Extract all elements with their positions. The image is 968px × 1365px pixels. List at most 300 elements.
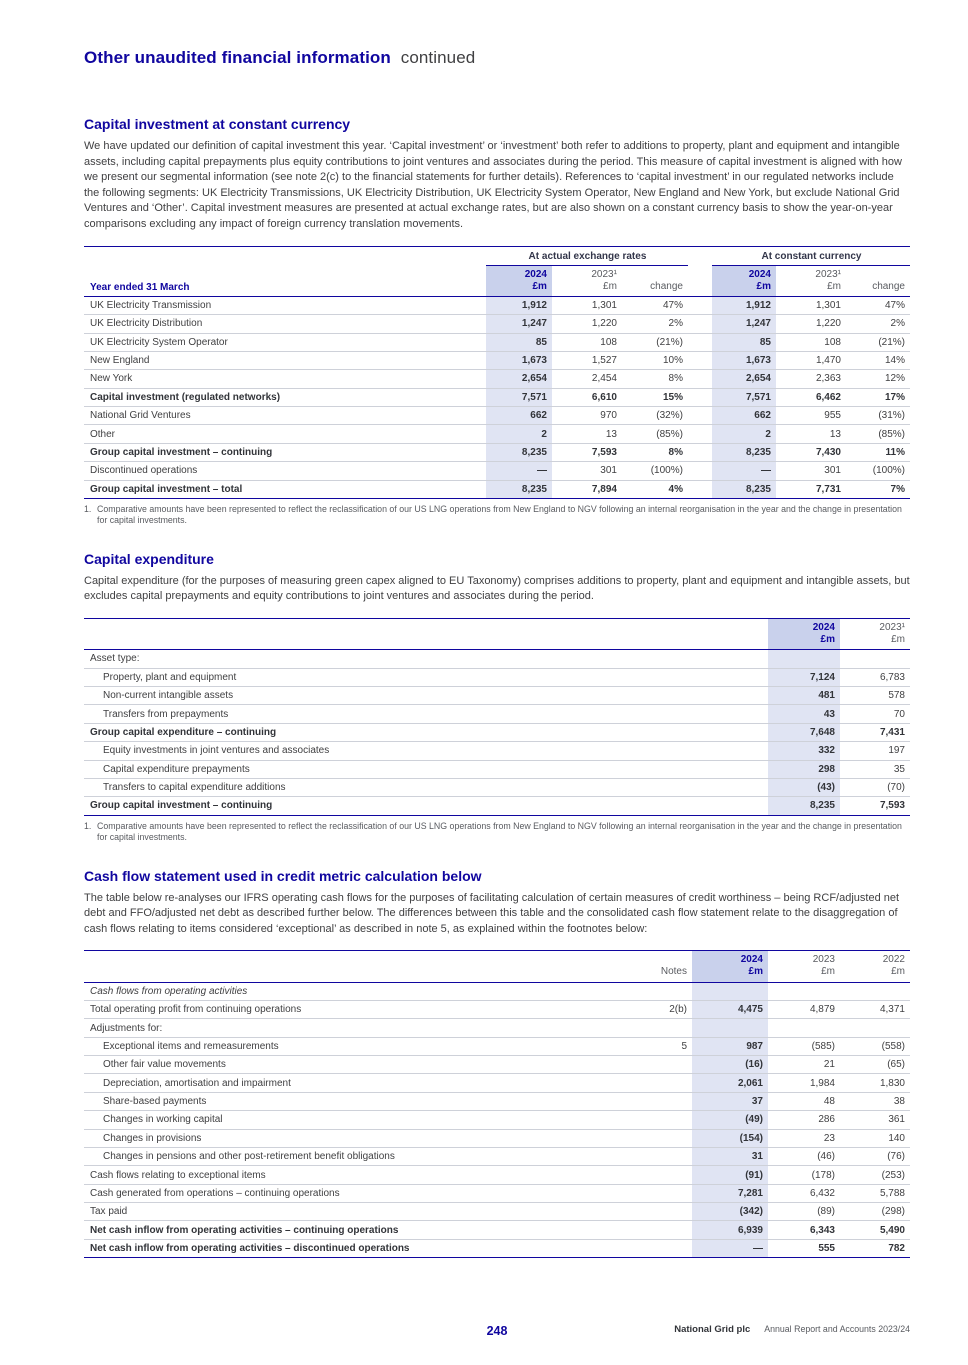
- value-cell: [630, 1239, 692, 1257]
- col-unit-label: £m: [820, 634, 835, 646]
- row-label: Group capital investment – continuing: [84, 797, 768, 815]
- table-row: [84, 650, 910, 668]
- value-cell: 11%: [846, 443, 910, 461]
- value-cell: 23: [768, 1129, 840, 1147]
- group-header-row: [84, 246, 910, 265]
- col-unit-label: £m: [756, 280, 771, 292]
- table-row: [84, 742, 910, 760]
- cash-flow-body-text: The table below re-analyses our IFRS operating cash flows for the purposes of facilitating calculation of certain measures of credit worthiness – being RCF/adjusted net debt and FFO/adjusted net debt as described further below. The differences between this table and the consolidated cash flow statement relate to the disaggregation of cash flows relating to items considered ‘exceptional’ as described in note 5, as explained within the footnotes below:: [84, 891, 900, 935]
- value-cell: 1,984: [768, 1074, 840, 1092]
- table-row: [84, 370, 910, 388]
- row-label: Asset type:: [84, 650, 768, 668]
- value-cell: [768, 982, 840, 1000]
- value-cell: 7,281: [692, 1184, 768, 1202]
- value-cell: 13: [552, 425, 622, 443]
- col-unit-label: £m: [821, 966, 835, 978]
- value-cell: 970: [552, 407, 622, 425]
- value-cell: 31: [692, 1147, 768, 1165]
- col-year-label: 2023: [812, 954, 835, 966]
- value-cell: 555: [768, 1239, 840, 1257]
- value-cell: (85%): [846, 425, 910, 443]
- value-cell: [630, 1166, 692, 1184]
- table-row: [84, 705, 910, 723]
- table-footnote: [84, 504, 910, 527]
- row-label: National Grid Ventures: [84, 407, 486, 425]
- table-row: [84, 668, 910, 686]
- value-cell: 987: [692, 1037, 768, 1055]
- table-row: [84, 723, 910, 741]
- value-cell: 1,830: [840, 1074, 910, 1092]
- value-cell: (76): [840, 1147, 910, 1165]
- table-row: [84, 315, 910, 333]
- table-row: [84, 778, 910, 796]
- col-unit-label: £m: [891, 966, 905, 978]
- value-cell: 14%: [846, 351, 910, 369]
- value-cell: [630, 1129, 692, 1147]
- value-cell: (21%): [846, 333, 910, 351]
- value-cell: 2,061: [692, 1074, 768, 1092]
- value-cell: [630, 1056, 692, 1074]
- value-cell: [630, 1147, 692, 1165]
- value-cell: 70: [840, 705, 910, 723]
- value-cell: 108: [776, 333, 846, 351]
- col-header-change-constant: [846, 265, 910, 296]
- section-cash-flow-statement: [84, 868, 910, 1259]
- value-cell: 7,431: [840, 723, 910, 741]
- row-label: Group capital expenditure – continuing: [84, 723, 768, 741]
- cash-flow-table-head: [84, 951, 910, 982]
- value-cell: (342): [692, 1203, 768, 1221]
- row-label: Depreciation, amortisation and impairment: [84, 1074, 630, 1092]
- value-cell: 6,610: [552, 388, 622, 406]
- table-row: [84, 480, 910, 498]
- value-cell: 7,593: [840, 797, 910, 815]
- value-cell: 13: [776, 425, 846, 443]
- row-label: Transfers from prepayments: [84, 705, 768, 723]
- col-year-label: 2023¹: [815, 268, 841, 280]
- col-unit-label: change: [872, 280, 905, 292]
- table-row: [84, 1074, 910, 1092]
- value-cell: 85: [486, 333, 552, 351]
- value-cell: 2,654: [486, 370, 552, 388]
- value-cell: —: [692, 1239, 768, 1257]
- capital-expenditure-table-body: [84, 650, 910, 815]
- value-cell: [630, 1184, 692, 1202]
- value-cell: 6,432: [768, 1184, 840, 1202]
- gap-cell: [688, 443, 712, 461]
- col-unit-label: change: [650, 280, 683, 292]
- value-cell: [692, 1019, 768, 1037]
- value-cell: 7,124: [768, 668, 840, 686]
- value-cell: 286: [768, 1111, 840, 1129]
- table-row: [84, 462, 910, 480]
- table-row: [84, 1111, 910, 1129]
- value-cell: 197: [840, 742, 910, 760]
- col-year-label: 2024: [740, 954, 763, 966]
- col-header-2022: [840, 951, 910, 982]
- row-label: Exceptional items and remeasurements: [84, 1037, 630, 1055]
- row-label: Group capital investment – total: [84, 480, 486, 498]
- col-unit-label: £m: [603, 280, 617, 292]
- col-header-change-actual: [622, 265, 688, 296]
- value-cell: —: [712, 462, 776, 480]
- value-cell: 1,247: [712, 315, 776, 333]
- col-unit-label: £m: [748, 966, 763, 978]
- table-row: [84, 407, 910, 425]
- value-cell: 8,235: [768, 797, 840, 815]
- value-cell: 1,220: [776, 315, 846, 333]
- capital-expenditure-table: [84, 618, 910, 816]
- row-label: Share-based payments: [84, 1092, 630, 1110]
- col-year-label: 2023¹: [591, 268, 617, 280]
- value-cell: 1,527: [552, 351, 622, 369]
- col-year-label: 2024: [748, 268, 771, 280]
- table-row: [84, 351, 910, 369]
- col-header-2024: [768, 619, 840, 650]
- value-cell: 955: [776, 407, 846, 425]
- row-label: UK Electricity System Operator: [84, 333, 486, 351]
- value-cell: (21%): [622, 333, 688, 351]
- value-cell: 8,235: [486, 443, 552, 461]
- value-cell: 7,430: [776, 443, 846, 461]
- table-row: [84, 1203, 910, 1221]
- table-row: [84, 1129, 910, 1147]
- row-label: Cash flows relating to exceptional items: [84, 1166, 630, 1184]
- value-cell: 7,571: [712, 388, 776, 406]
- table-row: [84, 1184, 910, 1202]
- value-cell: 301: [552, 462, 622, 480]
- table-row: [84, 333, 910, 351]
- footnote-text: Comparative amounts have been represented to reflect the reclassification of our US LNG operations from New England to NGV following an internal reorganisation in the year and the change in presentation for capital investments.: [97, 503, 902, 526]
- value-cell: 6,462: [776, 388, 846, 406]
- value-cell: 481: [768, 687, 840, 705]
- value-cell: (49): [692, 1111, 768, 1129]
- table-row: [84, 1166, 910, 1184]
- value-cell: 1,470: [776, 351, 846, 369]
- group-header-constant-currency: At constant currency: [712, 246, 910, 265]
- value-cell: 7,731: [776, 480, 846, 498]
- empty-cell: [84, 619, 768, 650]
- col-unit-label: £m: [532, 280, 547, 292]
- value-cell: 1,673: [486, 351, 552, 369]
- value-cell: [840, 1019, 910, 1037]
- capital-investment-table-body: [84, 296, 910, 498]
- row-label: Non-current intangible assets: [84, 687, 768, 705]
- table-row: [84, 982, 910, 1000]
- gap-cell: [688, 480, 712, 498]
- table-row: [84, 687, 910, 705]
- value-cell: 2,363: [776, 370, 846, 388]
- row-label: Capital expenditure prepayments: [84, 760, 768, 778]
- col-header-2024-constant: [712, 265, 776, 296]
- row-label: Changes in pensions and other post-retirement benefit obligations: [84, 1147, 630, 1165]
- value-cell: 8%: [622, 443, 688, 461]
- row-label: UK Electricity Transmission: [84, 296, 486, 314]
- value-cell: 7%: [846, 480, 910, 498]
- value-cell: (85%): [622, 425, 688, 443]
- value-cell: 2(b): [630, 1000, 692, 1018]
- table-row: [84, 1092, 910, 1110]
- table-row: [84, 1239, 910, 1257]
- row-label: Net cash inflow from operating activities – discontinued operations: [84, 1239, 630, 1257]
- footer-company-name: National Grid plc: [674, 1324, 751, 1335]
- col-header-notes: [630, 951, 692, 982]
- section-capital-investment: [84, 116, 910, 527]
- value-cell: 12%: [846, 370, 910, 388]
- row-label: Total operating profit from continuing operations: [84, 1000, 630, 1018]
- value-cell: 4,475: [692, 1000, 768, 1018]
- row-axis-header: Year ended 31 March: [84, 265, 486, 296]
- value-cell: 8,235: [486, 480, 552, 498]
- table-row: [84, 797, 910, 815]
- value-cell: [630, 982, 692, 1000]
- value-cell: 8,235: [712, 443, 776, 461]
- value-cell: 2: [712, 425, 776, 443]
- value-cell: (154): [692, 1129, 768, 1147]
- value-cell: 2%: [622, 315, 688, 333]
- value-cell: 85: [712, 333, 776, 351]
- row-label: Tax paid: [84, 1203, 630, 1221]
- value-cell: 6,343: [768, 1221, 840, 1239]
- value-cell: [630, 1074, 692, 1092]
- page-footer: [84, 1324, 910, 1338]
- table-row: [84, 1147, 910, 1165]
- row-label: Net cash inflow from operating activities – continuing operations: [84, 1221, 630, 1239]
- col-header-2023: [840, 619, 910, 650]
- value-cell: 7,593: [552, 443, 622, 461]
- table-row: [84, 1037, 910, 1055]
- section-heading-capital-investment: Capital investment at constant currency: [84, 116, 351, 132]
- gap-cell: [688, 265, 712, 296]
- value-cell: [692, 982, 768, 1000]
- gap-cell: [688, 462, 712, 480]
- value-cell: 7,894: [552, 480, 622, 498]
- value-cell: 47%: [622, 296, 688, 314]
- col-header-2023: [768, 951, 840, 982]
- value-cell: 298: [768, 760, 840, 778]
- value-cell: 332: [768, 742, 840, 760]
- cash-flow-table: [84, 950, 910, 1258]
- value-cell: 38: [840, 1092, 910, 1110]
- value-cell: 2: [486, 425, 552, 443]
- value-cell: [630, 1203, 692, 1221]
- column-header-row: [84, 951, 910, 982]
- gap-cell: [688, 351, 712, 369]
- gap-cell: [688, 425, 712, 443]
- row-label: Cash flows from operating activities: [84, 982, 630, 1000]
- row-label: Transfers to capital expenditure additions: [84, 778, 768, 796]
- table-row: [84, 1056, 910, 1074]
- value-cell: [630, 1111, 692, 1129]
- table-row: [84, 425, 910, 443]
- capital-expenditure-body-text: Capital expenditure (for the purposes of measuring green capex aligned to EU Taxonomy) comprises additions to property, plant and equipment and intangible assets, but excludes capital prepayments and equity contributions to joint ventures and associates during the period.: [84, 574, 910, 603]
- value-cell: (100%): [846, 462, 910, 480]
- section-heading-capital-expenditure: Capital expenditure: [84, 550, 214, 567]
- value-cell: 7,571: [486, 388, 552, 406]
- value-cell: 8%: [622, 370, 688, 388]
- value-cell: 48: [768, 1092, 840, 1110]
- value-cell: 4,879: [768, 1000, 840, 1018]
- section-capital-expenditure: [84, 551, 910, 844]
- col-unit-label: £m: [827, 280, 841, 292]
- value-cell: [768, 1019, 840, 1037]
- value-cell: 8,235: [712, 480, 776, 498]
- value-cell: 1,301: [776, 296, 846, 314]
- value-cell: 5,788: [840, 1184, 910, 1202]
- value-cell: (100%): [622, 462, 688, 480]
- value-cell: 21: [768, 1056, 840, 1074]
- gap-cell: [688, 246, 712, 265]
- value-cell: [768, 650, 840, 668]
- notes-header-label: Notes: [660, 966, 687, 978]
- value-cell: 1,673: [712, 351, 776, 369]
- col-header-2023-constant: [776, 265, 846, 296]
- value-cell: 108: [552, 333, 622, 351]
- value-cell: 5: [630, 1037, 692, 1055]
- value-cell: [630, 1221, 692, 1239]
- value-cell: 10%: [622, 351, 688, 369]
- value-cell: (31%): [846, 407, 910, 425]
- gap-cell: [688, 388, 712, 406]
- value-cell: —: [486, 462, 552, 480]
- value-cell: 662: [486, 407, 552, 425]
- row-label: New York: [84, 370, 486, 388]
- value-cell: 35: [840, 760, 910, 778]
- value-cell: 2,654: [712, 370, 776, 388]
- value-cell: 1,912: [712, 296, 776, 314]
- gap-cell: [688, 370, 712, 388]
- empty-cell: [84, 246, 486, 265]
- table-row: [84, 760, 910, 778]
- value-cell: (585): [768, 1037, 840, 1055]
- value-cell: 37: [692, 1092, 768, 1110]
- value-cell: 6,783: [840, 668, 910, 686]
- row-label: Changes in provisions: [84, 1129, 630, 1147]
- value-cell: [840, 982, 910, 1000]
- value-cell: (89): [768, 1203, 840, 1221]
- value-cell: [840, 650, 910, 668]
- value-cell: (32%): [622, 407, 688, 425]
- column-header-row: [84, 265, 910, 296]
- value-cell: 2,454: [552, 370, 622, 388]
- table-row: [84, 1221, 910, 1239]
- table-row: [84, 1000, 910, 1018]
- table-row: [84, 388, 910, 406]
- value-cell: 15%: [622, 388, 688, 406]
- row-label: Property, plant and equipment: [84, 668, 768, 686]
- value-cell: (65): [840, 1056, 910, 1074]
- col-header-2023-actual: [552, 265, 622, 296]
- table-footnote: [84, 821, 910, 844]
- row-label: Adjustments for:: [84, 1019, 630, 1037]
- value-cell: (46): [768, 1147, 840, 1165]
- group-header-actual-rates: At actual exchange rates: [486, 246, 688, 265]
- page-title-main: Other unaudited financial information: [84, 48, 391, 67]
- value-cell: 5,490: [840, 1221, 910, 1239]
- value-cell: 782: [840, 1239, 910, 1257]
- row-label: UK Electricity Distribution: [84, 315, 486, 333]
- footnote-number: 1.: [84, 503, 92, 514]
- capital-investment-table: [84, 246, 910, 499]
- value-cell: 1,247: [486, 315, 552, 333]
- value-cell: 47%: [846, 296, 910, 314]
- page-title-continued: continued: [400, 48, 476, 67]
- footnote-number: 1.: [84, 820, 92, 831]
- gap-cell: [688, 315, 712, 333]
- value-cell: 17%: [846, 388, 910, 406]
- row-label: Equity investments in joint ventures and associates: [84, 742, 768, 760]
- gap-cell: [688, 407, 712, 425]
- value-cell: 1,301: [552, 296, 622, 314]
- table-row: [84, 296, 910, 314]
- column-header-row: [84, 619, 910, 650]
- value-cell: 4,371: [840, 1000, 910, 1018]
- value-cell: (16): [692, 1056, 768, 1074]
- footer-report-title: Annual Report and Accounts 2023/24: [764, 1324, 910, 1334]
- page-title: [84, 48, 910, 68]
- table-row: [84, 1019, 910, 1037]
- gap-cell: [688, 296, 712, 314]
- value-cell: (70): [840, 778, 910, 796]
- capital-investment-body-text: We have updated our definition of capital investment this year. ‘Capital investment’ or ‘investment’ both refer to additions to property, plant and equipment and intangible assets, including capital prepayments plus equity contributions to joint ventures and associates during the period. This measure of capital investment is aligned with how we present our segmental information (see note 2(c) to the financial statements for further details). References to ‘capital investment’ in our regulated networks include the following segments: UK Electricity Transmissions, UK Electricity Distribution, UK Electricity System Operator, New England and New York, but exclude National Grid Ventures and ‘Other’. Capital investment measures are presented at actual exchange rates, but are also shown on a constant currency basis to show the year-on-year comparisons excluding any impact of foreign currency translation movements.: [84, 140, 902, 230]
- col-header-2024: [692, 951, 768, 982]
- footnote-text: Comparative amounts have been represented to reflect the reclassification of our US LNG operations from New England to NGV following an internal reorganisation in the year and the change in presentation for capital investments.: [97, 820, 902, 843]
- capital-investment-table-head: [84, 246, 910, 296]
- value-cell: (253): [840, 1166, 910, 1184]
- value-cell: 578: [840, 687, 910, 705]
- col-year-label: 2024: [812, 622, 835, 634]
- gap-cell: [688, 333, 712, 351]
- value-cell: 2%: [846, 315, 910, 333]
- row-label: Capital investment (regulated networks): [84, 388, 486, 406]
- value-cell: (91): [692, 1166, 768, 1184]
- value-cell: 6,939: [692, 1221, 768, 1239]
- section-heading-cash-flow: Cash flow statement used in credit metric calculation below: [84, 867, 482, 884]
- row-label: Other: [84, 425, 486, 443]
- value-cell: [630, 1019, 692, 1037]
- col-header-2024-actual: [486, 265, 552, 296]
- capital-expenditure-table-head: [84, 619, 910, 650]
- value-cell: 1,220: [552, 315, 622, 333]
- value-cell: (43): [768, 778, 840, 796]
- value-cell: 43: [768, 705, 840, 723]
- row-label: Changes in working capital: [84, 1111, 630, 1129]
- value-cell: 1,912: [486, 296, 552, 314]
- row-label: Discontinued operations: [84, 462, 486, 480]
- row-label: Other fair value movements: [84, 1056, 630, 1074]
- col-year-label: 2024: [524, 268, 547, 280]
- table-row: [84, 443, 910, 461]
- col-year-label: 2022: [882, 954, 905, 966]
- value-cell: [630, 1092, 692, 1110]
- value-cell: (178): [768, 1166, 840, 1184]
- value-cell: 301: [776, 462, 846, 480]
- value-cell: 361: [840, 1111, 910, 1129]
- col-unit-label: £m: [891, 634, 905, 646]
- value-cell: 140: [840, 1129, 910, 1147]
- row-label: New England: [84, 351, 486, 369]
- empty-cell: [84, 951, 630, 982]
- col-year-label: 2023¹: [879, 622, 905, 634]
- value-cell: (558): [840, 1037, 910, 1055]
- page-number: 248: [486, 1324, 508, 1338]
- value-cell: (298): [840, 1203, 910, 1221]
- value-cell: 4%: [622, 480, 688, 498]
- value-cell: 662: [712, 407, 776, 425]
- row-label: Cash generated from operations – continuing operations: [84, 1184, 630, 1202]
- value-cell: 7,648: [768, 723, 840, 741]
- cash-flow-table-body: [84, 982, 910, 1258]
